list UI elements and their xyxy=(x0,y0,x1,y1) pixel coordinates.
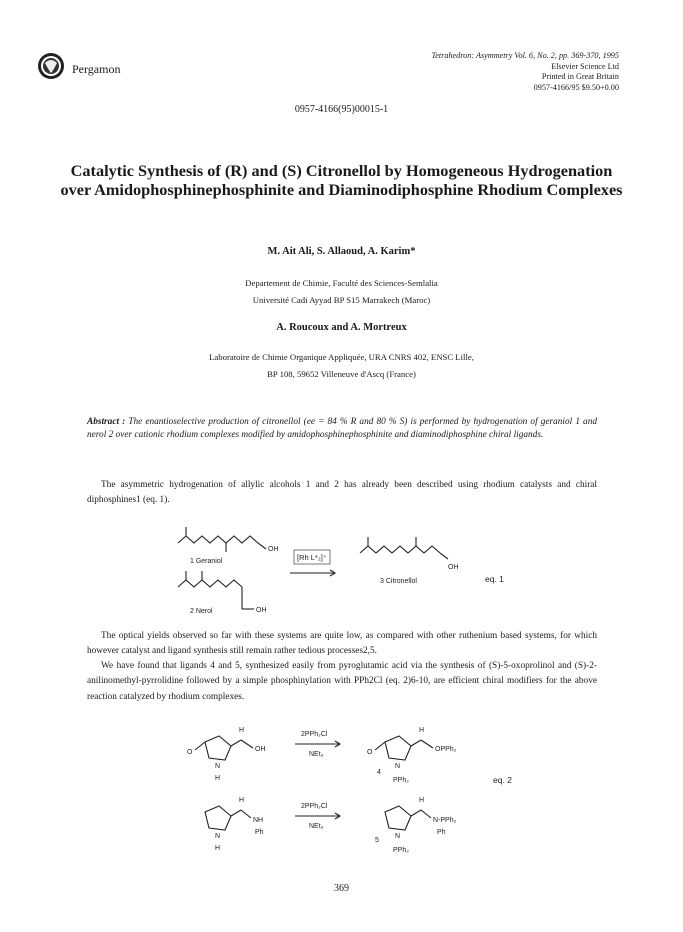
publisher-line: Elsevier Science Ltd xyxy=(551,61,619,71)
svg-text:N: N xyxy=(395,833,401,840)
abstract xyxy=(87,416,597,442)
svg-text:N: N xyxy=(215,763,221,770)
ligand-5-ring xyxy=(385,806,411,830)
paragraph-3 xyxy=(87,659,597,705)
nerol-structure xyxy=(178,580,242,587)
svg-text:H: H xyxy=(419,727,425,734)
publisher-name: Pergamon xyxy=(72,62,121,76)
publisher-logo xyxy=(36,51,66,81)
reagent-label-1: 2PPh₂Cl xyxy=(301,731,328,738)
citronellol-oh: OH xyxy=(448,564,459,571)
affiliation-2-line1: Laboratoire de Chimie Organique Appliquée, URA CNRS 402, ENSC Lille, xyxy=(209,352,474,362)
abstract-label: Abstract : xyxy=(87,417,126,427)
paragraph-2-text: The optical yields observed so far with these systems are quite low, as compared with other ruthenium based systems, for which however catalyst and ligand synthesis still remain rather tedious processes2,5. xyxy=(87,631,597,657)
svg-text:NEt₃: NEt₃ xyxy=(309,823,324,830)
svg-text:H: H xyxy=(215,775,221,782)
svg-text:OH: OH xyxy=(255,746,266,753)
nerol-oh: OH xyxy=(256,607,267,614)
svg-text:OPPh₂: OPPh₂ xyxy=(435,746,457,753)
geraniol-structure xyxy=(178,536,266,549)
ligand-5-number: 5 xyxy=(375,837,379,844)
printed-in: Printed in Great Britain xyxy=(541,72,619,82)
catalyst-label: [Rh L*₂]⁺ xyxy=(297,553,327,562)
nerol-label: 2 Nerol xyxy=(190,608,213,615)
svg-text:H: H xyxy=(239,797,245,804)
affiliation-2-line2: BP 108, 59652 Villeneuve d'Ascq (France) xyxy=(267,369,416,379)
oxoprolinol-ring xyxy=(205,736,231,760)
journal-citation: Tetrahedron: Asymmetry Vol. 6, No. 2, pp. 369-370, 1995 xyxy=(431,51,619,60)
svg-text:PPh₂: PPh₂ xyxy=(393,847,409,854)
paragraph-2 xyxy=(87,629,597,660)
authors-group-1: M. Ait Ali, S. Allaoud, A. Karim* xyxy=(267,246,416,257)
svg-text:N-PPh₂: N-PPh₂ xyxy=(433,817,457,824)
paragraph-3-text: We have found that ligands 4 and 5, synthesized easily from pyroglutamic acid via the synthesis of (S)-5-oxoprolinol and (S)-2-anilinomethyl-pyrrolidine followed by a simple phosphinylation with PPh2Cl (eq. 2)6-10, are efficient chiral modifiers for the above reaction catalyzed by rhodium complexes. xyxy=(87,661,597,702)
svg-text:NH: NH xyxy=(253,817,264,824)
svg-text:PPh₂: PPh₂ xyxy=(393,777,409,784)
paragraph-1-text: The asymmetric hydrogenation of allylic alcohols 1 and 2 has already been described using rhodium catalysts and chiral diphosphines1 (eq. 1). xyxy=(87,480,597,506)
doi: 0957-4166(95)00015-1 xyxy=(294,104,389,115)
equation-2-label: eq. 2 xyxy=(493,775,512,785)
svg-text:O: O xyxy=(187,749,193,756)
affiliation-1-line1: Departement de Chimie, Faculté des Sciences-Semlalia xyxy=(245,278,438,288)
equation-1-label: eq. 1 xyxy=(485,574,504,584)
citronellol-structure xyxy=(360,546,448,559)
svg-text:H: H xyxy=(215,845,221,852)
pyrrolidine-ring xyxy=(205,806,231,830)
reaction-scheme-2 xyxy=(175,718,535,868)
svg-text:O: O xyxy=(367,749,373,756)
geraniol-label: 1 Geraniol xyxy=(190,558,223,565)
reaction-scheme-1 xyxy=(160,525,540,625)
ligand-4-ring xyxy=(385,736,411,760)
svg-text:Ph: Ph xyxy=(437,829,446,836)
affiliation-1-line2: Université Cadi Ayyad BP S15 Marrakech (Maroc) xyxy=(252,295,431,305)
price-code: 0957-4166/95 $9.50+0.00 xyxy=(533,82,619,92)
reagent-label-2: 2PPh₂Cl xyxy=(301,803,328,810)
authors-group-2: A. Roucoux and A. Mortreux xyxy=(276,322,407,333)
ligand-4-number: 4 xyxy=(377,769,381,776)
page-number: 369 xyxy=(334,883,349,894)
abstract-text: The enantioselective production of citronellol (ee = 84 % R and 80 % S) is performed by hydrogenation of geraniol 1 and nerol 2 over cationic rhodium complexes modified by amidophosphinephosphinite and diaminodiphosphine chiral ligands. xyxy=(87,417,598,441)
geraniol-oh: OH xyxy=(268,546,279,553)
paragraph-1 xyxy=(87,478,597,509)
svg-text:N: N xyxy=(395,763,401,770)
svg-text:H: H xyxy=(419,797,425,804)
svg-text:Ph: Ph xyxy=(255,829,264,836)
svg-text:H: H xyxy=(239,727,245,734)
journal-info xyxy=(359,51,619,93)
citronellol-label: 3 Citronellol xyxy=(380,578,417,585)
svg-text:NEt₃: NEt₃ xyxy=(309,751,324,758)
svg-text:N: N xyxy=(215,833,221,840)
article-title: Catalytic Synthesis of (R) and (S) Citronellol by Homogeneous Hydrogenation over Amidophosphinephosphinite and Diaminodiphosphine Rhodium Complexes xyxy=(60,161,623,200)
